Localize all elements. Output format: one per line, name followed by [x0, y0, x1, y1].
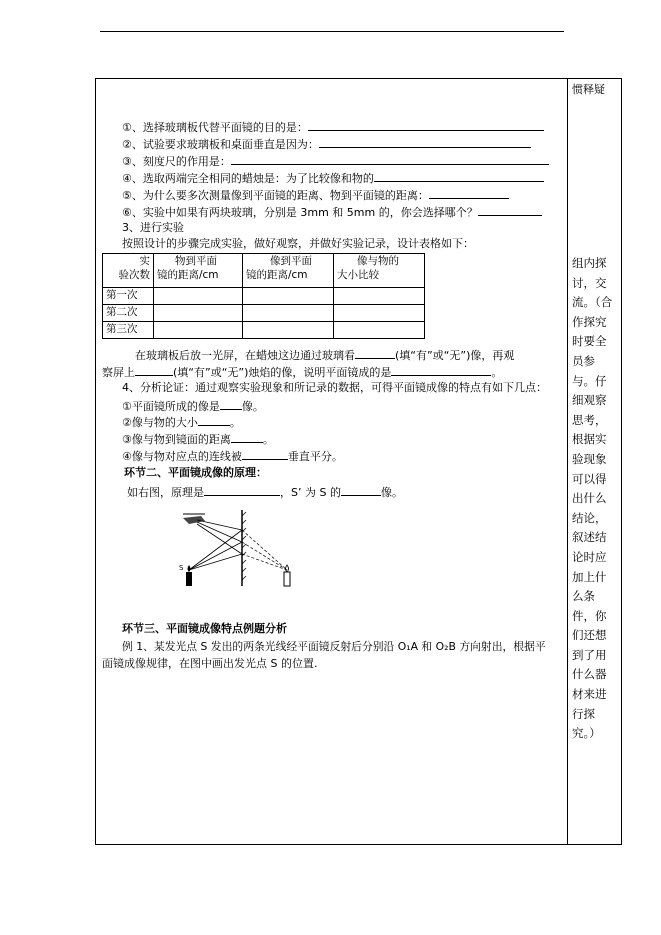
table-row: 第三次	[103, 322, 425, 339]
blank	[319, 136, 531, 148]
record-table	[102, 253, 425, 339]
column-divider	[567, 78, 568, 844]
question-3: ③、刻度尺的作用是：	[122, 153, 549, 169]
blank	[198, 414, 230, 426]
blank	[204, 484, 280, 496]
table-row: 第一次	[103, 288, 425, 305]
mirror-diagram	[175, 508, 305, 590]
header-image-distance: 像到平面 镜的距离/cm	[243, 254, 334, 288]
section-2-title: 环节二、平面镜成像的原理：	[124, 466, 267, 479]
blank	[374, 170, 544, 182]
side-heading: 惯释疑	[572, 83, 605, 96]
blank	[391, 364, 491, 376]
question-1: ①、选择玻璃板代替平面镜的目的是：	[122, 119, 544, 135]
question-4: ④、选取两端完全相同的蜡烛是：为了比较像和物的	[122, 170, 544, 186]
header-rule	[100, 31, 564, 32]
table-row: 第二次	[103, 305, 425, 322]
blank	[242, 448, 288, 460]
blank	[429, 187, 509, 199]
blank	[220, 398, 242, 410]
conclusion-3: ③像与物到镜面的距离 。	[122, 433, 274, 446]
header-object-distance: 物到平面 镜的距离/cm	[154, 254, 243, 288]
side-notes: 组内探讨，交流。（合作探究时要全员参与。仔细观察思考，根据实验现象可以得出什么结论，叙述结论时应加上什么条件，你们还想到了用什么器材来进行探究。）	[572, 256, 613, 741]
blank	[135, 364, 173, 376]
blank	[231, 153, 549, 165]
section-2-line: 如右图，原理是 ，S’ 为 S 的 像。	[127, 486, 403, 499]
step-3-instruction: 按照设计的步骤完成实验，做好观察，并做好实验记录，设计表格如下：	[122, 237, 474, 250]
section-3-title: 环节三、平面镜成像特点例题分析	[122, 622, 287, 635]
header-size-compare: 像与物的 大小比较	[334, 254, 425, 288]
table-header-row	[103, 254, 425, 288]
label-s: S	[179, 564, 184, 572]
blank	[231, 431, 263, 443]
question-2: ②、试验要求玻璃板和桌面垂直是因为：	[122, 136, 531, 152]
blank	[478, 204, 542, 216]
conclusion-1: ①平面镜所成的像是 像。	[122, 400, 264, 413]
conclusion-2: ②像与物的大小 。	[122, 416, 241, 429]
example-line-2: 面镜成像规律，在图中画出发光点 S 的位置.	[102, 657, 318, 670]
header-trial: 实 验次数	[103, 254, 154, 288]
eye-icon	[183, 516, 205, 524]
conclusion-4: ④像与物对应点的连线被 垂直平分。	[122, 450, 343, 463]
step-3-title: 3、进行实验	[122, 221, 184, 234]
candle-icon	[186, 572, 192, 586]
question-5: ⑤、为什么要多次测量像到平面镜的距离、物到平面镜的距离：	[122, 187, 509, 203]
image-candle-icon	[284, 572, 290, 586]
screen-line-2: 察屏上 (填“有”或“无”)烛焰的像，说明平面镜成的是 。	[102, 366, 503, 379]
example-line-1: 例 1、某发光点 S 发出的两条光线经平面镜反射后分别沿 O₁A 和 O₂B 方向射出，根据平	[122, 640, 546, 653]
blank	[308, 119, 544, 131]
blank	[355, 347, 395, 359]
analysis-title: 4、分析论证：通过观察实验现象和所记录的数据，可得平面镜成像的特点有如下几点：	[122, 381, 547, 394]
blank	[341, 484, 381, 496]
question-6: ⑥、实验中如果有两块玻璃，分别是 3mm 和 5mm 的，你会选择哪个？	[122, 204, 542, 220]
screen-line-1: 在玻璃板后放一光屏，在蜡烛这边通过玻璃看 (填“有”或“无”)像，再观	[135, 349, 515, 362]
